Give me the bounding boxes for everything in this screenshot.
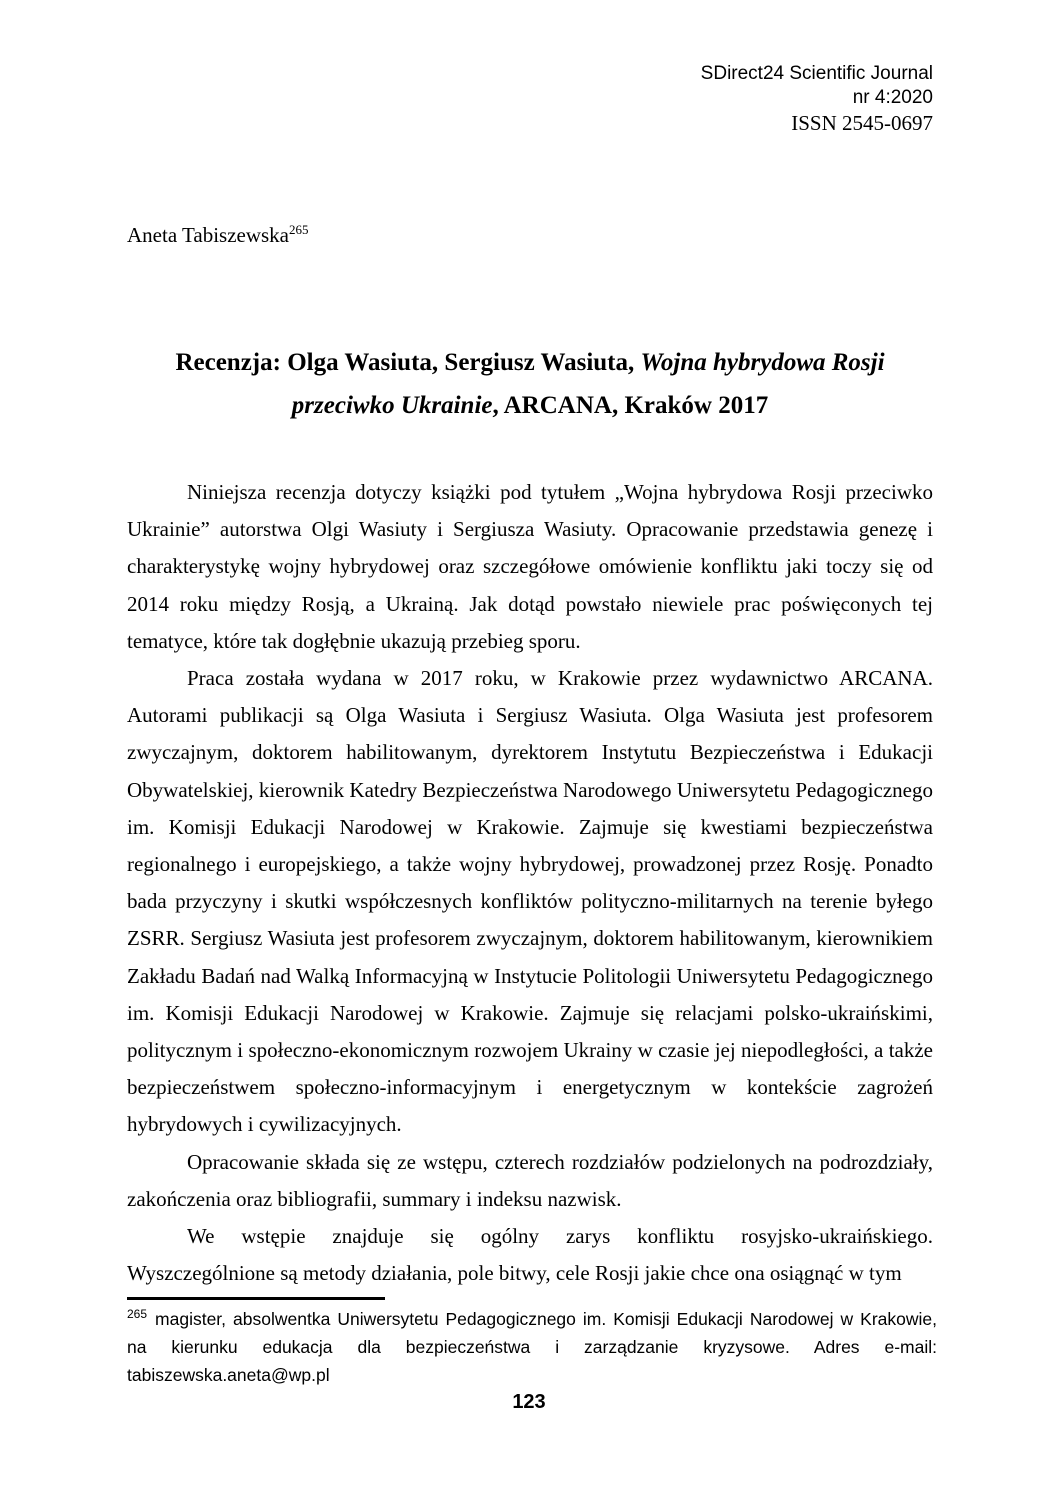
footnote-separator: [127, 1297, 385, 1300]
paragraph-introduction-summary: We wstępie znajduje się ogólny zarys konfliktu rosyjsko-ukraińskiego. Wyszczególnione są metody działania, pole bitwy, cele Rosji jakie chce ona osiągnąć w tym: [127, 1224, 933, 1286]
paragraph-intro: Niniejsza recenzja dotyczy książki pod tytułem „Wojna hybrydowa Rosji przeciwko Ukrainie” autorstwa Olgi Wasiuty i Sergiusza Wasiuty. Opracowanie przedstawia genezę i charakterystykę wojny hybrydowej oraz szczegółowe omówienie konfliktu jaki toczy się od 2014 roku między Rosją, a Ukrainą. Jak dotąd powstało niewiele prac poświęconych tej tematyce, które tak dogłębnie ukazują przebieg sporu.: [127, 480, 933, 653]
title-suffix: , ARCANA, Kraków 2017: [492, 391, 769, 419]
article-title: [127, 341, 933, 427]
author-line: [127, 222, 309, 248]
paragraph-structure: Opracowanie składa się ze wstępu, czterech rozdziałów podzielonych na podrozdziały, zakończenia oraz bibliografii, summary i indeksu nazwisk.: [127, 1149, 933, 1211]
footnote: [127, 1305, 937, 1389]
footnote-text: magister, absolwentka Uniwersytetu Pedagogicznego im. Komisji Edukacji Narodowej w Krakowie, na kierunku edukacja dla bezpieczeństwa i zarządzanie kryzysowe. Adres e-mail:: [127, 1309, 937, 1357]
title-book-name: Wojna hybrydowa Rosji przeciwko Ukrainie: [291, 348, 885, 419]
issue-number: nr 4:2020: [852, 87, 933, 108]
issn: ISSN 2545-0697: [791, 111, 933, 135]
paragraph-authors-bio: Praca została wydana w 2017 roku, w Krakowie przez wydawnictwo ARCANA. Autorami publikacji są Olga Wasiuta i Sergiusz Wasiuta. Olga Wasiuta jest profesorem zwyczajnym, doktorem habilitowanym, dyrektorem Instytutu Bezpieczeństwa i Edukacji Obywatelskiej, kierownik Katedry Bezpieczeństwa Narodowego Uniwersytetu Pedagogicznego im. Komisji Edukacji Narodowej w Krakowie. Zajmuje się kwestiami bezpieczeństwa regionalnego i europejskiego, a także wojny hybrydowej, prowadzonej przez Rosję. Ponadto bada przyczyny i skutki współczesnych konfliktów polityczno-militarnych na terenie byłego ZSRR. Sergiusz Wasiuta jest profesorem zwyczajnym, doktorem habilitowanym, kierownikiem Zakładu Badań nad Walką Informacyjną w Instytucie Politologii Uniwersytetu Pedagogicznego im. Komisji Edukacji Narodowej w Krakowie. Zajmuje się relacjami polsko-ukraińskimi, politycznym i społeczno-ekonomicznym rozwojem Ukrainy w czasie jej niepodległości, a także bezpieczeństwem społeczno-informacyjnym i energetycznym w kontekście zagrożeń hybrydowych i cywilizacyjnych.: [127, 666, 933, 1137]
page-number: 123: [512, 1391, 546, 1413]
title-prefix: Recenzja: Olga Wasiuta, Sergiusz Wasiuta,: [175, 348, 641, 376]
author-name: Aneta Tabiszewska: [127, 223, 290, 247]
journal-name: SDirect24 Scientific Journal: [700, 63, 933, 84]
footnote-email: tabiszewska.aneta@wp.pl: [127, 1365, 330, 1385]
footnote-ref: 265: [127, 1307, 148, 1322]
author-footnote-ref: 265: [289, 222, 309, 237]
article-body: [127, 474, 933, 1292]
journal-header: [127, 62, 933, 136]
